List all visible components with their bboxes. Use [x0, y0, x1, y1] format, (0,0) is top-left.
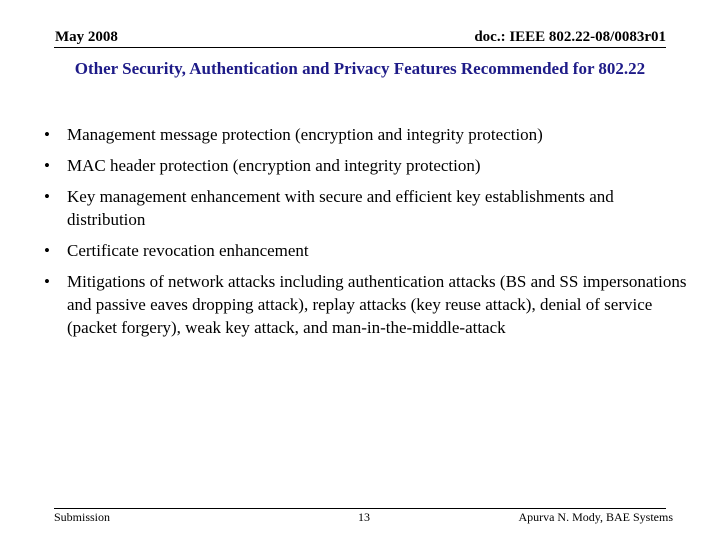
bullet-item: • Management message protection (encryption and integrity protection) [44, 123, 692, 146]
bullet-item: • MAC header protection (encryption and integrity protection) [44, 154, 692, 177]
footer-submission: Submission [54, 510, 111, 524]
footer-author: Apurva N. Mody, BAE Systems [518, 510, 673, 524]
bullet-list [44, 123, 692, 347]
slide-title: Other Security, Authentication and Privacy Features Recommended for 802.22 [74, 59, 646, 78]
bullet-item: • Mitigations of network attacks including authentication attacks (BS and SS impersonations and passive eaves dropping attack), replay attacks (key reuse attack), denial of service (packet forgery), weak key attack, and man-in-the-middle-attack [44, 270, 692, 339]
bullet-item: • Key management enhancement with secure and efficient key establishments and distribution [44, 185, 692, 231]
header-date: May 2008 [55, 29, 118, 45]
header-doc-id: doc.: IEEE 802.22-08/0083r01 [474, 29, 666, 45]
page-number: 13 [358, 510, 370, 524]
footer-divider [54, 508, 666, 509]
header-divider [54, 47, 666, 48]
bullet-item: • Certificate revocation enhancement [44, 239, 692, 262]
